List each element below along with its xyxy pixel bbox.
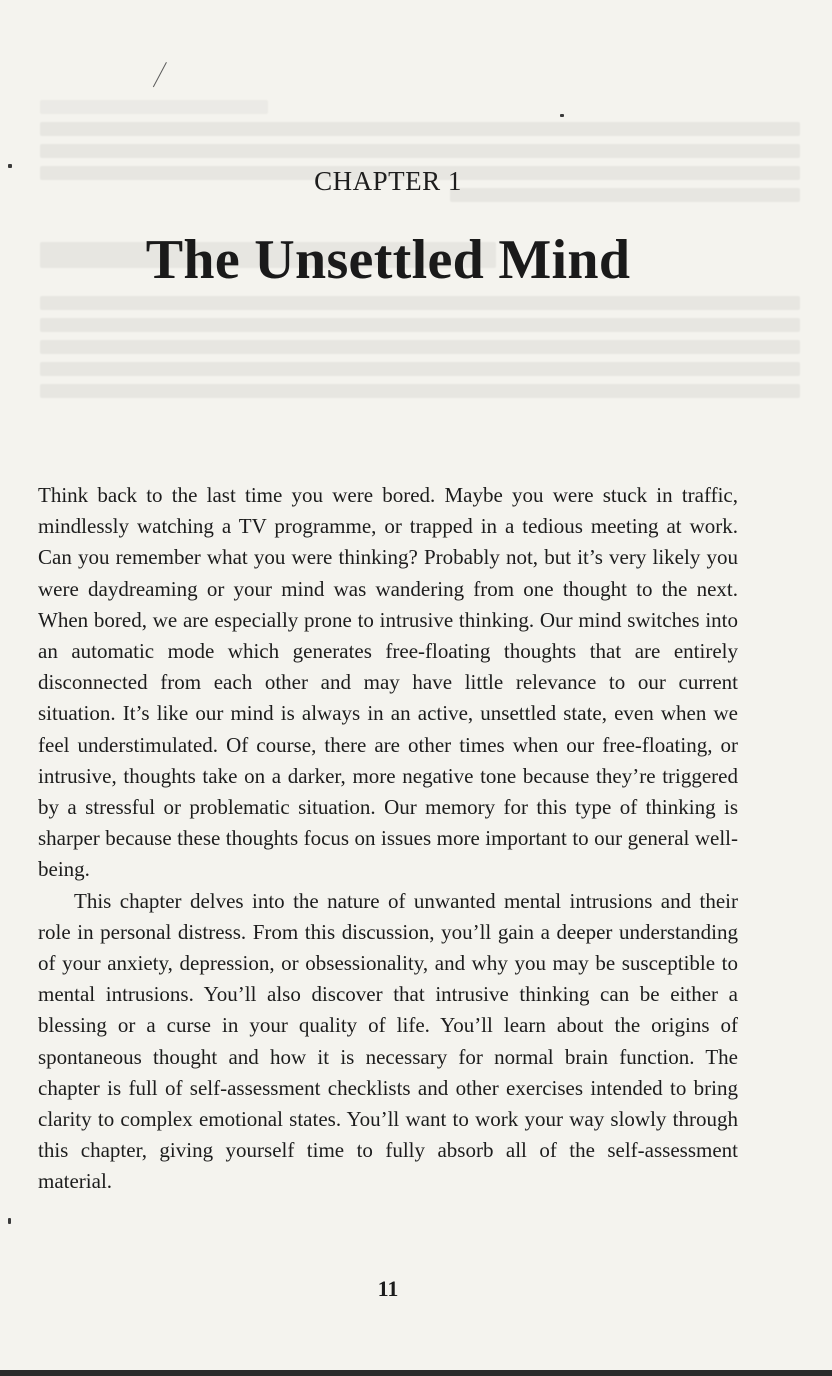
ink-speck (8, 1218, 11, 1224)
page-edge (0, 1370, 832, 1376)
page-number: 11 (377, 1276, 399, 1301)
chapter-label: CHAPTER 1 (314, 166, 462, 196)
paragraph: Think back to the last time you were bored. Maybe you were stuck in traffic, mindlessly watching a TV programme, or trapped in a tedious meeting at work. Can you remember what you were thinking? Probably not, but it’s very likely you were daydreaming or your mind was wandering from one thought to the next. When bored, we are especially prone to intrusive thinking. Our mind switches into an automatic mode which generates free-floating thoughts that are entirely disconnected from each other and may have little relevance to our current situation. It’s like our mind is always in an active, unsettled state, even when we feel understimulated. Of course, there are other times when our free-floating, or intrusive, thoughts take on a darker, more negative tone because they’re triggered by a stressful or problematic situation. Our memory for this type of thinking is sharper because these thoughts focus on issues more important to our general well-being. (38, 483, 738, 882)
ink-speck (560, 114, 564, 117)
paragraph: This chapter delves into the nature of unwanted mental intrusions and their role in personal distress. From this discussion, you’ll gain a deeper understanding of your anxiety, depression, or obsessionality, and why you may be susceptible to mental intrusions. You’ll also discover that intrusive thinking can be either a blessing or a curse in your quality of life. You’ll learn about the origins of spontaneous thought and how it is necessary for normal brain function. The chapter is full of self-assessment checklists and other exercises intended to bring clarity to complex emotional states. You’ll want to work your way slowly through this chapter, giving yourself time to fully absorb all of the self-assessment material. (38, 888, 738, 1194)
body-text (38, 480, 738, 1198)
chapter-title: The Unsettled Mind (145, 229, 631, 291)
pencil-mark (153, 62, 167, 87)
